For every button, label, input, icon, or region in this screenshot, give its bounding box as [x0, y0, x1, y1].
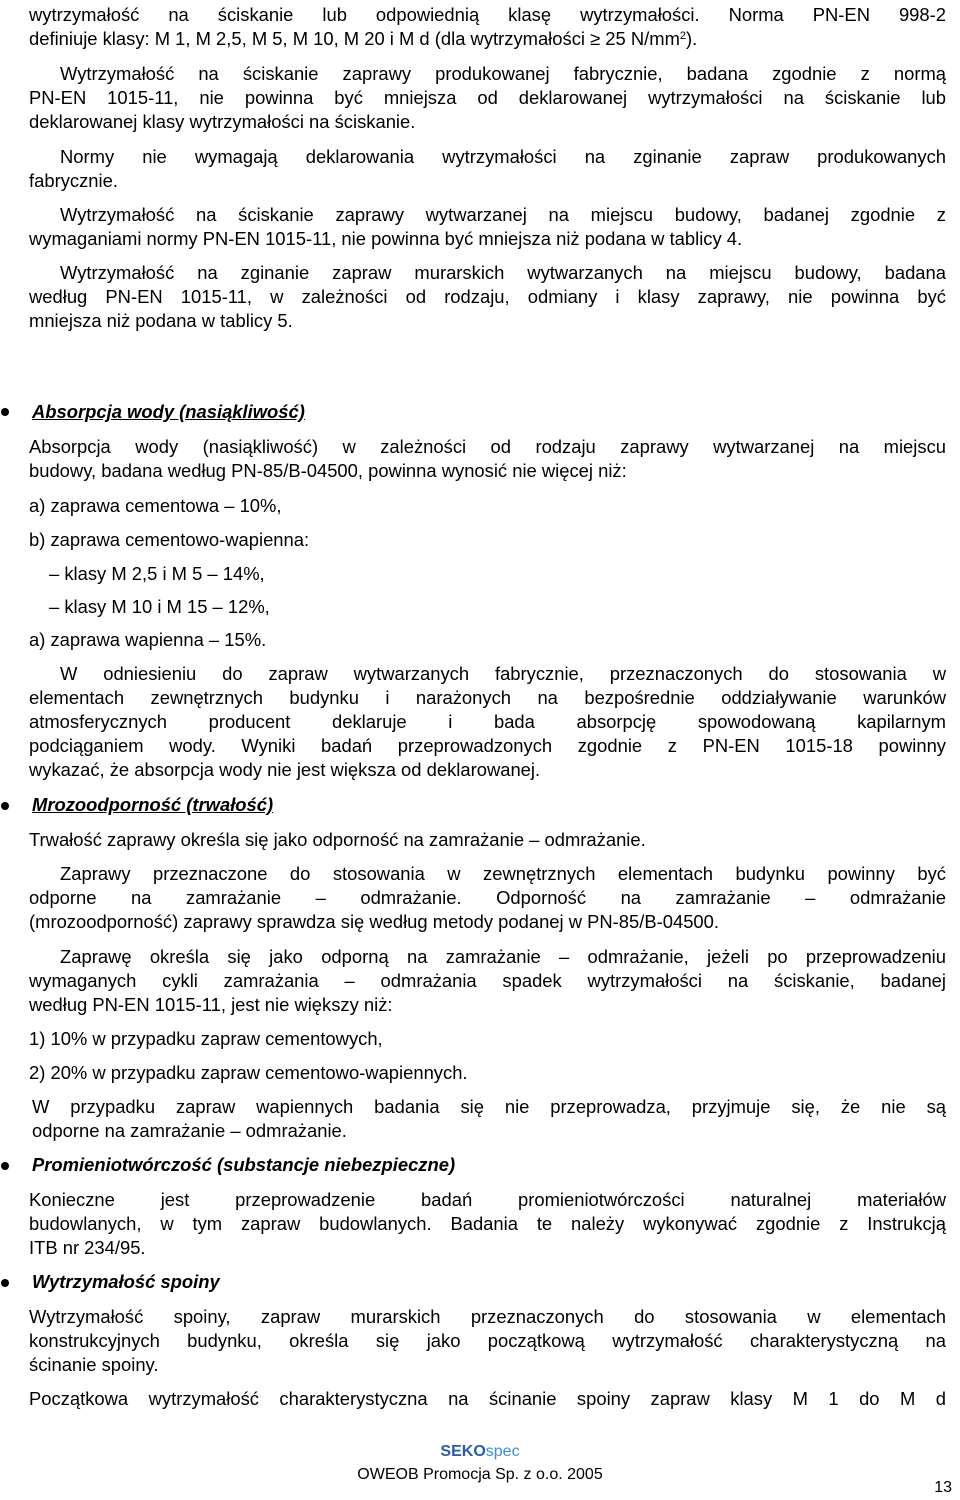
text-line: budowy, badana według PN-85/B-04500, powinna wynosić nie więcej niż:	[29, 460, 627, 481]
text-line: mniejsza niż podana w tablicy 5.	[29, 310, 293, 331]
text-line: W przypadku zapraw wapiennych badania się nie przeprowadza, przyjmuje się, że nie są	[32, 1096, 946, 1117]
text-line: odporne na zamrażanie – odmrażanie.	[32, 1120, 347, 1141]
text-line: atmosferycznych producent deklaruje i bada absorpcję spowodowaną kapilarnym	[29, 711, 946, 732]
list-item: – klasy M 2,5 i M 5 – 14%,	[49, 563, 265, 584]
footer-company: OWEOB Promocja Sp. z o.o. 2005	[357, 1466, 603, 1483]
text-line: fabrycznie.	[29, 170, 118, 191]
text-line: ścinanie spoiny.	[29, 1354, 159, 1375]
bullet-icon	[1, 802, 9, 810]
section-heading: Promieniotwórczość (substancje niebezpieczne)	[32, 1154, 456, 1175]
list-item: a) zaprawa wapienna – 15%.	[29, 629, 267, 650]
text-line: Wytrzymałość na zginanie zapraw murarskich wytwarzanych na miejscu budowy, badana	[60, 262, 946, 283]
text-line: według PN-EN 1015-11, jest nie większy niż:	[29, 994, 393, 1015]
text-line: Początkowa wytrzymałość charakterystyczna na ścinanie spoiny zapraw klasy M 1 do M d	[29, 1388, 946, 1409]
list-item: – klasy M 10 i M 15 – 12%,	[49, 596, 270, 617]
text-line: Normy nie wymagają deklarowania wytrzymałości na zginanie zapraw produkowanych	[60, 146, 946, 167]
text-line: Wytrzymałość na ściskanie zaprawy produkowanej fabrycznie, badana zgodnie z normą	[60, 63, 946, 84]
text-line: według PN-EN 1015-11, w zależności od rodzaju, odmiany i klasy zaprawy, nie powinna być	[29, 286, 946, 307]
text-line: elementach zewnętrznych budynku i narażonych na bezpośrednie oddziaływanie warunków	[29, 687, 946, 708]
list-item: b) zaprawa cementowo-wapienna:	[29, 529, 310, 550]
text-line: Wytrzymałość na ściskanie zaprawy wytwarzanej na miejscu budowy, badanej zgodnie z	[60, 204, 946, 225]
section-heading: Absorpcja wody (nasiąkliwość)	[32, 401, 305, 422]
list-item: 2) 20% w przypadku zapraw cementowo-wapiennych.	[29, 1062, 468, 1083]
text-line: budowlanych, w tym zapraw budowlanych. Badania te należy wykonywać zgodnie z Instrukcją	[29, 1213, 946, 1234]
page-number: 13	[934, 1479, 952, 1496]
list-item: a) zaprawa cementowa – 10%,	[29, 495, 282, 516]
section-heading: Wytrzymałość spoiny	[32, 1271, 220, 1292]
text-line: Absorpcja wody (nasiąkliwość) w zależności od rodzaju zaprawy wytwarzanej na miejscu	[29, 436, 946, 457]
section-heading: Mrozoodporność (trwałość)	[32, 794, 274, 815]
text-line: Zaprawy przeznaczone do stosowania w zewnętrznych elementach budynku powinny być	[60, 863, 946, 884]
text-line: deklarowanej klasy wytrzymałości na ściskanie.	[29, 111, 416, 132]
text-line: podciąganiem wody. Wyniki badań przeprowadzonych zgodnie z PN-EN 1015-18 powinny	[29, 735, 946, 756]
text-line: odporne na zamrażanie – odmrażanie. Odporność na zamrażanie – odmrażanie	[29, 887, 946, 908]
text-line: (mrozoodporność) zaprawy sprawdza się według metody podanej w PN-85/B-04500.	[29, 911, 719, 932]
footer-brand-logo: SEKOspec	[440, 1443, 520, 1460]
text-line: wykazać, że absorpcja wody nie jest większa od deklarowanej.	[29, 759, 541, 780]
text-line: ITB nr 234/95.	[29, 1237, 146, 1258]
text-line: definiuje klasy: M 1, M 2,5, M 5, M 10, M 20 i M d (dla wytrzymałości ≥ 25 $N/mm^2$).	[29, 28, 698, 49]
text-line: Konieczne jest przeprowadzenie badań promieniotwórczości naturalnej materiałów	[29, 1189, 946, 1210]
text-line: Zaprawę określa się jako odporną na zamrażanie – odmrażanie, jeżeli po przeprowadzeniu	[60, 946, 946, 967]
text-line: Wytrzymałość spoiny, zapraw murarskich przeznaczonych do stosowania w elementach	[29, 1306, 946, 1327]
text-line: W odniesieniu do zapraw wytwarzanych fabrycznie, przeznaczonych do stosowania w	[60, 663, 946, 684]
text-line: wytrzymałość na ściskanie lub odpowiednią klasę wytrzymałości. Norma PN-EN 998-2	[29, 4, 946, 25]
text-line: konstrukcyjnych budynku, określa się jako początkową wytrzymałość charakterystyczną na	[29, 1330, 946, 1351]
text-line: wymaganiami normy PN-EN 1015-11, nie powinna być mniejsza niż podana w tablicy 4.	[29, 228, 743, 249]
bullet-icon	[1, 408, 9, 416]
bullet-icon	[1, 1279, 9, 1287]
text-line: PN-EN 1015-11, nie powinna być mniejsza od deklarowanej wytrzymałości na ściskanie lub	[29, 87, 946, 108]
text-line: wymaganych cykli zamrażania – odmrażania spadek wytrzymałości na ściskanie, badanej	[29, 970, 946, 991]
bullet-icon	[1, 1162, 9, 1170]
list-item: 1) 10% w przypadku zapraw cementowych,	[29, 1028, 383, 1049]
text-line: Trwałość zaprawy określa się jako odporność na zamrażanie – odmrażanie.	[29, 829, 646, 850]
